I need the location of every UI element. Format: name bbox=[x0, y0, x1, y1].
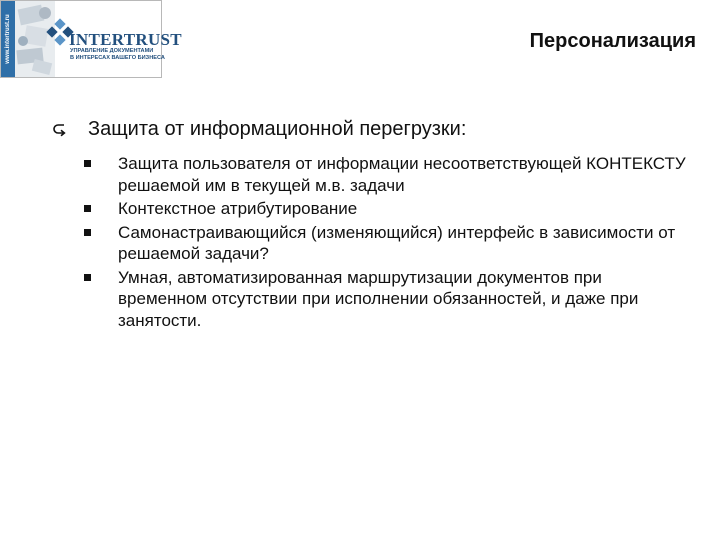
logo-tagline-line2: В ИНТЕРЕСАХ ВАШЕГО БИЗНЕСА bbox=[70, 55, 165, 61]
square-bullet-icon bbox=[84, 229, 91, 236]
company-logo bbox=[0, 0, 182, 78]
logo-tagline-line1: УПРАВЛЕНИЕ ДОКУМЕНТАМИ bbox=[70, 48, 154, 54]
square-bullet-icon bbox=[84, 205, 91, 212]
square-bullet-icon bbox=[84, 274, 91, 281]
page-title: Персонализация bbox=[529, 30, 696, 52]
sub-point-list bbox=[84, 153, 694, 333]
logo-side-text: www.intertrust.ru bbox=[5, 14, 11, 64]
main-point-text: Защита от информационной перегрузки: bbox=[88, 118, 467, 140]
logo-side-strip bbox=[1, 1, 15, 77]
list-item bbox=[84, 267, 694, 332]
sub-point-text: Контекстное атрибутирование bbox=[118, 199, 358, 218]
square-bullet-icon bbox=[84, 160, 91, 167]
logo-name: INTERTRUST bbox=[69, 30, 182, 49]
list-item bbox=[84, 222, 694, 265]
sub-point-text: Умная, автоматизированная маршрутизации документов при временном отсутствии при исполнении обязанностей, и даже при занятости. bbox=[118, 267, 639, 330]
list-item bbox=[84, 198, 694, 220]
logo-tagline bbox=[70, 48, 165, 62]
list-item bbox=[84, 153, 694, 196]
curved-arrow-icon bbox=[52, 122, 68, 138]
sub-point-text: Защита пользователя от информации несоответствующей КОНТЕКСТУ решаемой им в текущей м.в. задачи bbox=[118, 154, 686, 195]
sub-point-text: Самонастраивающийся (изменяющийся) интерфейс в зависимости от решаемой задачи? bbox=[118, 222, 676, 263]
